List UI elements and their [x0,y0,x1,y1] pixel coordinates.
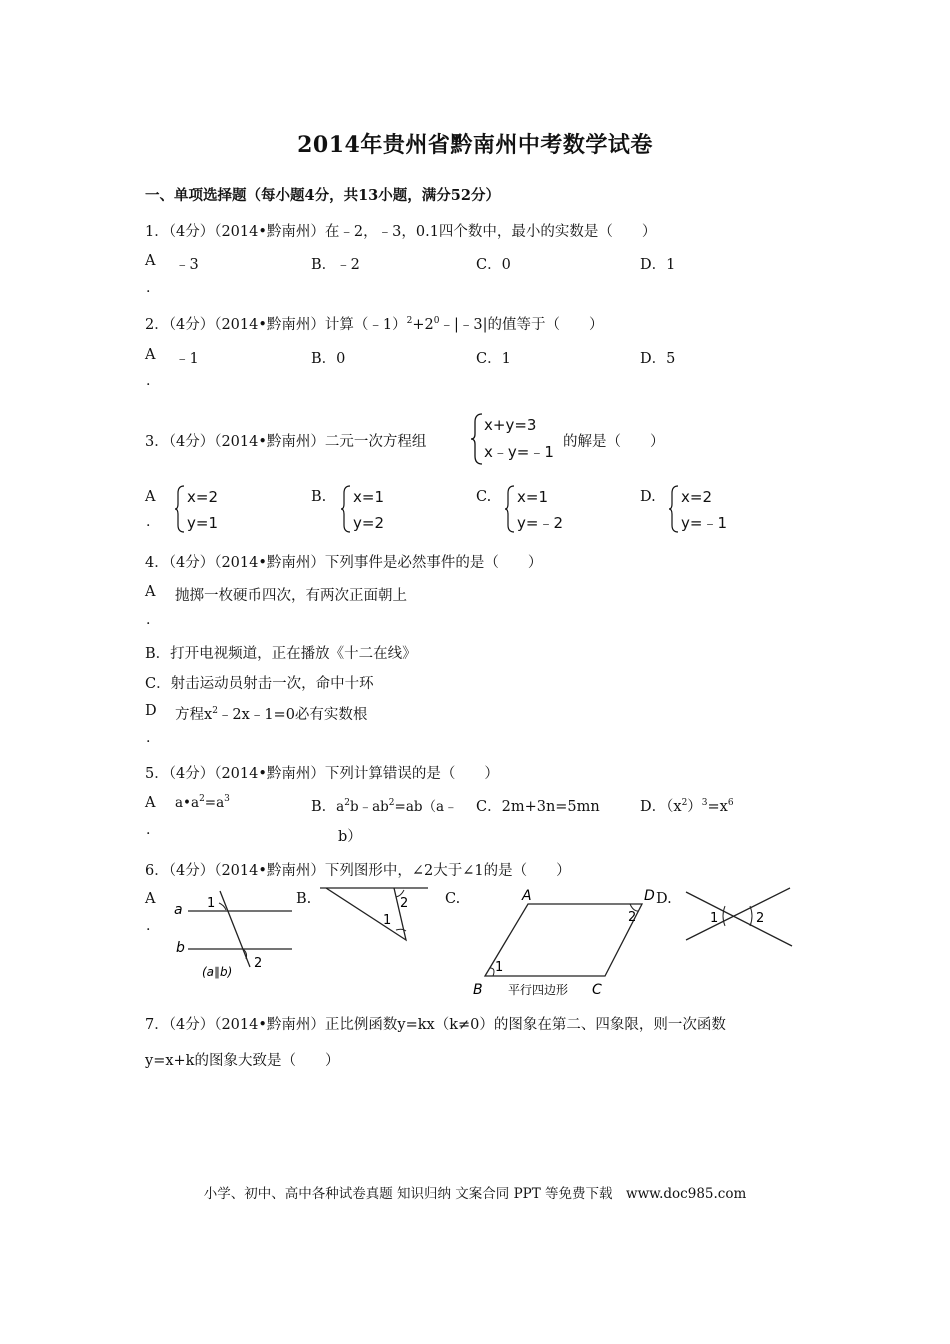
fig-a-label-a: a [174,902,183,918]
q3-option-a-line-2: y=1 [187,514,218,532]
q1-option-a-value: ﹣3 [175,257,199,273]
question-7-line-1: 7．（4分）（2014•黔南州）正比例函数y=kx（k≠0）的图象在第二、四象限，则一次函数 [145,1017,726,1033]
fig-a-angle-2: 2 [254,956,263,971]
q1-option-d: D．1 [640,257,676,273]
q3-option-a-line-1: x=2 [187,488,218,506]
q2-option-c: C．1 [476,351,511,367]
question-3-stem-post: 的解是（ ） [563,434,665,450]
q5-option-c: C．2m+3n=5mn [476,799,600,815]
q4-option-d-dot: . [146,730,151,746]
q2-option-a-label: A [145,347,156,363]
q1-option-a-label: A [145,253,156,269]
q6-figure-d [680,884,795,950]
q4-option-a-dot: . [146,612,151,628]
fig-b-angle-2: 2 [400,896,409,911]
question-7-line-2: y=x+k的图象大致是（ ） [145,1053,340,1069]
fig-a-angle-1: 1 [207,896,216,911]
q2-option-d: D．5 [640,351,676,367]
question-3-stem-pre: 3．（4分）（2014•黔南州）二元一次方程组 [145,434,427,450]
q4-option-a-value: 抛掷一枚硬币四次，有两次正面朝上 [175,588,407,604]
fig-c-vertex-d: D [644,888,655,904]
q3-system-brace [470,412,484,466]
q5-option-b-wrap: b） [338,829,362,845]
q3-equation-1: x+y=3 [484,416,537,434]
q6-figure-c [470,884,660,1000]
q6-option-c-label: C. [445,891,461,907]
q3-equation-2: x﹣y=﹣1 [484,443,554,461]
q4-option-a-label: A [145,584,156,600]
q3-option-c-label: C. [476,489,492,505]
fig-c-caption: 平行四边形 [508,983,569,997]
fig-d-angle-1: 1 [710,911,719,926]
fig-c-vertex-c: C [592,982,602,998]
fig-d-angle-2: 2 [756,911,765,926]
q4-option-c: C．射击运动员射击一次，命中十环 [145,676,374,692]
q3-option-c-line-1: x=1 [517,488,548,506]
q3-option-d-line-2: y=﹣1 [681,514,727,532]
q3-option-b-label: B. [311,489,327,505]
fig-c-angle-2: 2 [628,910,637,925]
q3-option-d-brace [668,484,680,534]
question-1-stem: 1．（4分）（2014•黔南州）在﹣2，﹣3，0.1四个数中，最小的实数是（ ） [145,224,657,240]
q4-option-b: B．打开电视频道，正在播放《十二在线》 [145,646,417,662]
q6-option-a-label: A [145,891,156,907]
q1-option-c: C．0 [476,257,511,273]
q3-option-a-brace [174,484,186,534]
q4-option-d-label: D [145,703,157,719]
q4-option-d-value: 方程$x^2﹣2x﹣1=0$必有实数根 [175,706,368,723]
q3-option-b-line-1: x=1 [353,488,384,506]
question-6-stem: 6．（4分）（2014•黔南州）下列图形中，∠2大于∠1的是（ ） [145,863,571,879]
q1-option-a-dot: . [146,280,151,296]
fig-c-angle-1: 1 [495,960,504,975]
q3-option-d-line-1: x=2 [681,488,712,506]
q6-option-d-label: D. [656,891,672,907]
q5-option-a-value: $a•a^2=a^3$ [175,794,230,811]
fig-c-vertex-b: B [473,982,483,998]
q5-option-b: B．$a^2b﹣ab^2=ab(a﹣$ [311,798,458,815]
fig-a-label-b: b [176,940,185,956]
q3-option-c-brace [504,484,516,534]
q1-option-b: B．﹣2 [311,257,360,273]
question-4-stem: 4．（4分）（2014•黔南州）下列事件是必然事件的是（ ） [145,555,543,571]
q6-figure-b [318,884,433,946]
q3-option-b-line-2: y=2 [353,514,384,532]
q6-option-b-label: B. [296,891,312,907]
q3-option-d-label: D. [640,489,656,505]
q5-option-a-dot: . [146,822,151,838]
fig-c-vertex-a: A [522,888,532,904]
q3-option-a-dot: . [146,514,151,530]
q3-option-b-brace [340,484,352,534]
q6-option-a-dot: . [146,918,151,934]
q6-figure-a [170,885,295,980]
question-2-stem: 2．（4分）（2014•黔南州）计算$(﹣1)^2+2^0﹣|﹣3|$的值等于（ ） [145,316,604,333]
question-5-stem: 5．（4分）（2014•黔南州）下列计算错误的是（ ） [145,766,499,782]
q2-option-a-dot: . [146,373,151,389]
page-title: 2014年贵州省黔南州中考数学试卷 [297,132,653,158]
fig-a-caption: (a∥b) [202,965,233,979]
section-heading: 一、单项选择题（每小题4分，共13小题，满分52分） [145,187,500,204]
q3-option-c-line-2: y=﹣2 [517,514,563,532]
fig-b-angle-1: 1 [383,913,392,928]
q3-option-a-label: A [145,489,156,505]
q2-option-b: B．0 [311,351,346,367]
q5-option-d: D．$(x^2)^3=x^6$ [640,798,734,815]
q5-option-a-label: A [145,795,156,811]
page-footer: 小学、初中、高中各种试卷真题 知识归纳 文案合同 PPT 等免费下载 www.doc985.com [203,1186,747,1202]
q2-option-a-value: ﹣1 [175,351,199,367]
